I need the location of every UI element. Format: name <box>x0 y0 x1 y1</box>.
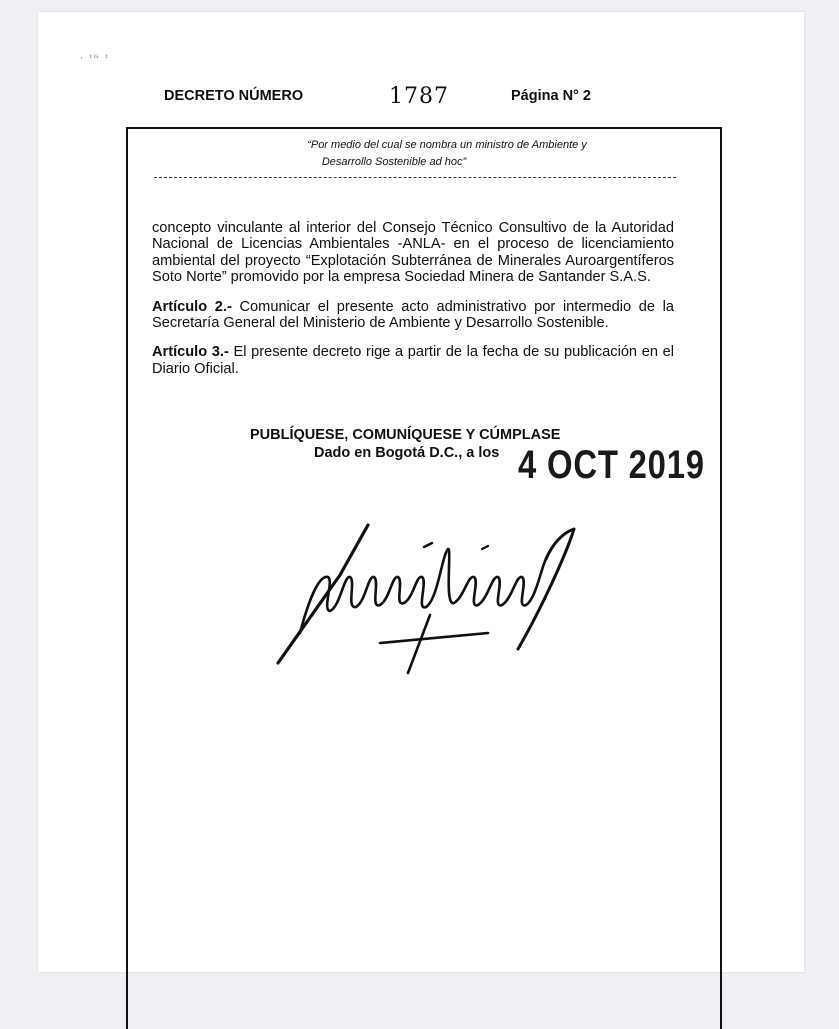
decree-number: 1787 <box>389 84 449 109</box>
decree-body <box>152 220 674 390</box>
paragraph-concept: concepto vinculante al interior del Consejo Técnico Consultivo de la Autoridad Nacional de Licencias Ambientales -ANLA- en el proceso de licenciamiento ambiental del proyecto “Explotación Subterránea de Minerales Auroargentíferos Soto Norte” promovido por la empresa Sociedad Minera de Santander S.A.S. <box>152 220 674 286</box>
decree-title <box>128 137 720 171</box>
article-2 <box>152 299 674 332</box>
article-3-text: El presente decreto rige a partir de la fecha de su publicación en el Diario Oficial. <box>152 344 674 377</box>
page-number: Página N° 2 <box>511 88 591 104</box>
article-2-text: Comunicar el presente acto administrativo por intermedio de la Secretaría General del Ministerio de Ambiente y Desarrollo Sostenible. <box>152 298 675 332</box>
signature-image <box>270 515 590 680</box>
closing-publish-line: PUBLÍQUESE, COMUNÍQUESE Y CÚMPLASE <box>250 427 561 443</box>
closing-given-line: Dado en Bogotá D.C., a los <box>314 445 500 461</box>
date-stamp: 4 OCT 2019 <box>518 443 705 487</box>
dashed-divider <box>154 177 676 178</box>
margin-note: · ᵗᴳ ᵗ <box>80 54 110 64</box>
article-2-label: Artículo 2.- <box>152 298 232 315</box>
decree-title-line1: “Por medio del cual se nombra un ministro de Ambiente y <box>307 139 587 151</box>
article-3 <box>152 344 674 377</box>
decree-label: DECRETO NÚMERO <box>164 88 304 104</box>
decree-title-line2: Desarrollo Sostenible ad hoc” <box>321 156 467 168</box>
article-3-label: Artículo 3.- <box>152 344 229 361</box>
